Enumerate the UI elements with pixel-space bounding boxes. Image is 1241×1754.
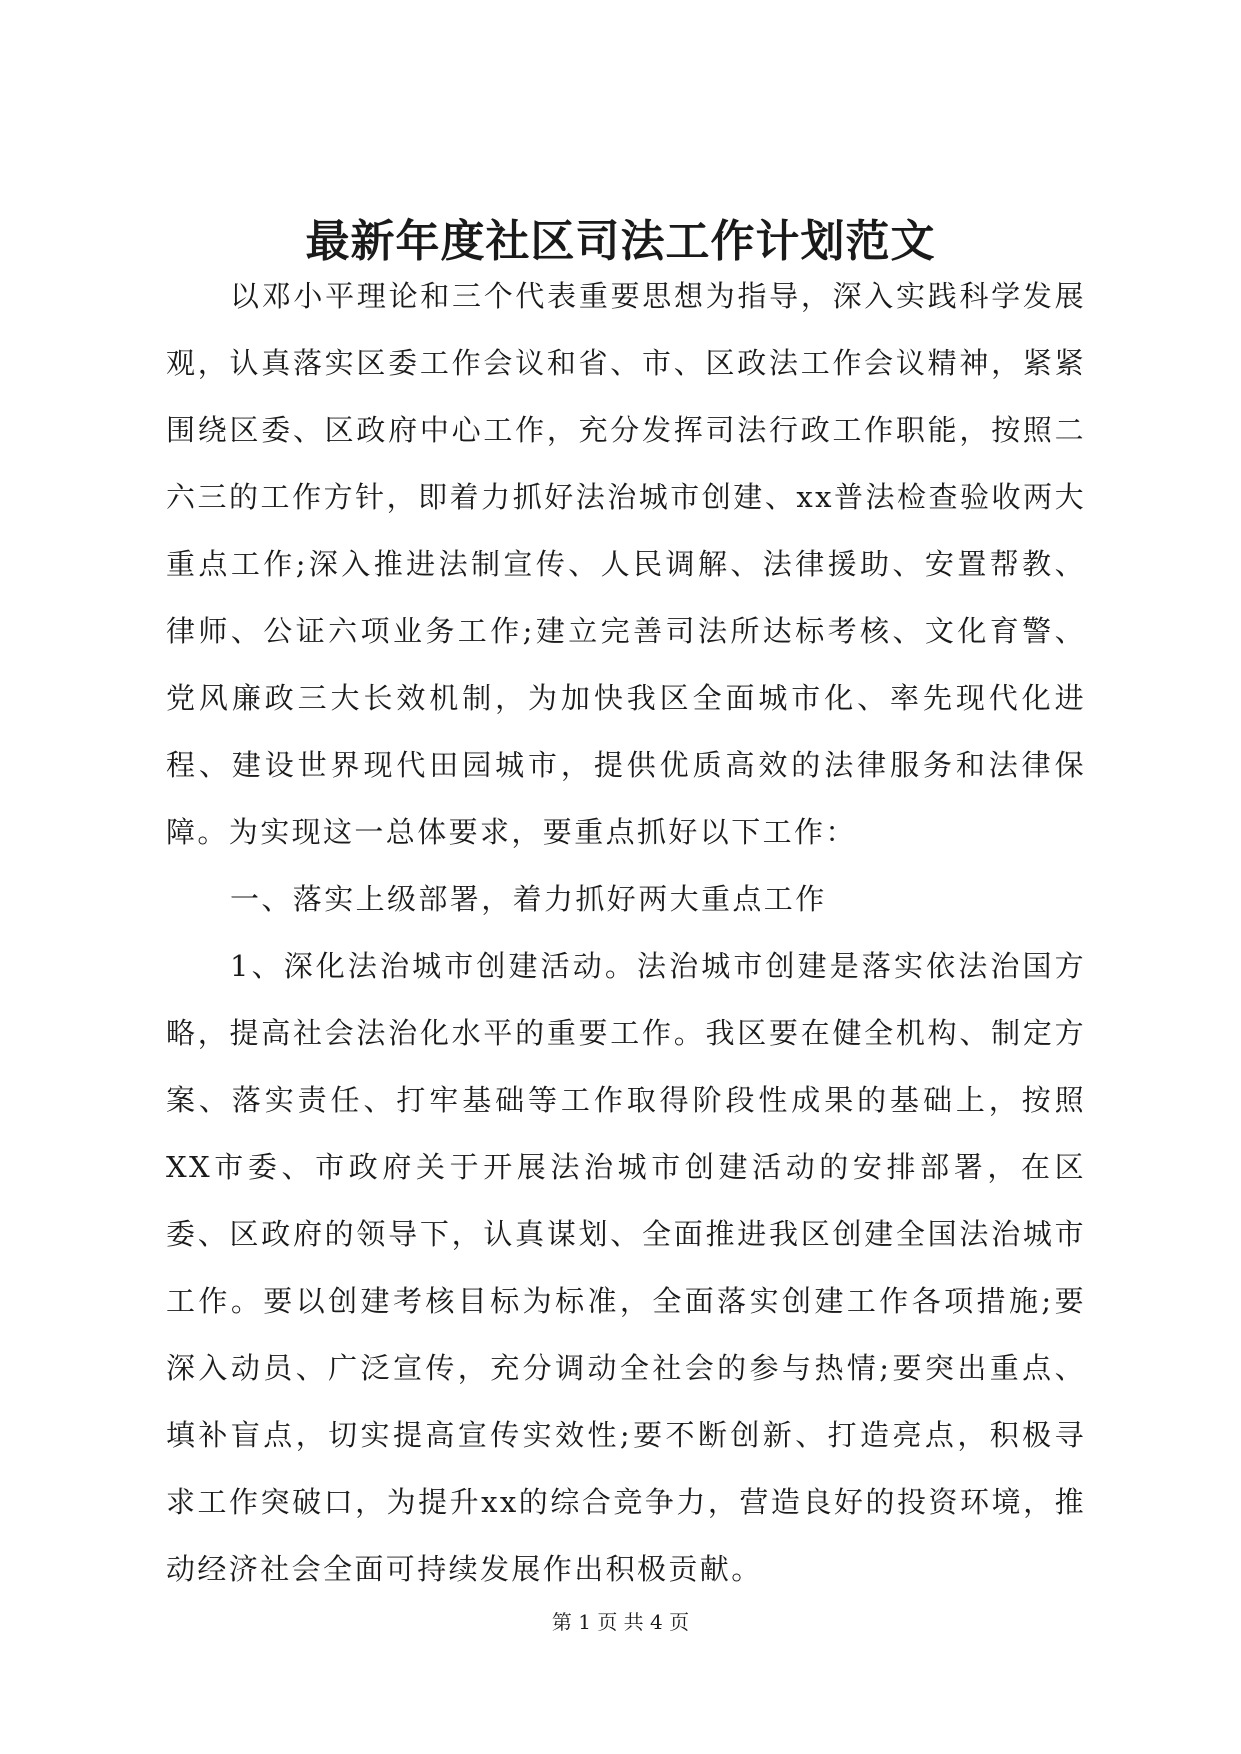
page-footer: 第 1 页 共 4 页	[551, 1610, 690, 1634]
document-title: 最新年度社区司法工作计划范文	[305, 216, 936, 267]
paragraph-item-1: 1、深化法治城市创建活动。法治城市创建是落实依法治国方略，提高社会法治化水平的重要工作。我区要在健全机构、制定方案、落实责任、打牢基础等工作取得阶段性成果的基础上，按照XX市委、市政府关于开展法治城市创建活动的安排部署，在区委、区政府的领导下，认真谋划、全面推进我区创建全国法治城市工作。要以创建考核目标为标准，全面落实创建工作各项措施;要深入动员、广泛宣传，充分调动全社会的参与热情;要突出重点、填补盲点，切实提高宣传实效性;要不断创新、打造亮点，积极寻求工作突破口，为提升xx的综合竞争力，营造良好的投资环境，推动经济社会全面可持续发展作出积极贡献。	[166, 949, 1086, 1586]
section-heading-1: 一、落实上级部署，着力抓好两大重点工作	[230, 882, 827, 916]
paragraph-intro: 以邓小平理论和三个代表重要思想为指导，深入实践科学发展观，认真落实区委工作会议和省、市、区政法工作会议精神，紧紧围绕区委、区政府中心工作，充分发挥司法行政工作职能，按照二六三的工作方针，即着力抓好法治城市创建、xx普法检查验收两大重点工作;深入推进法制宣传、人民调解、法律援助、安置帮教、律师、公证六项业务工作;建立完善司法所达标考核、文化育警、党风廉政三大长效机制，为加快我区全面城市化、率先现代化进程、建设世界现代田园城市，提供优质高效的法律服务和法律保障。为实现这一总体要求，要重点抓好以下工作：	[166, 279, 1086, 849]
document-body	[166, 263, 1086, 1603]
